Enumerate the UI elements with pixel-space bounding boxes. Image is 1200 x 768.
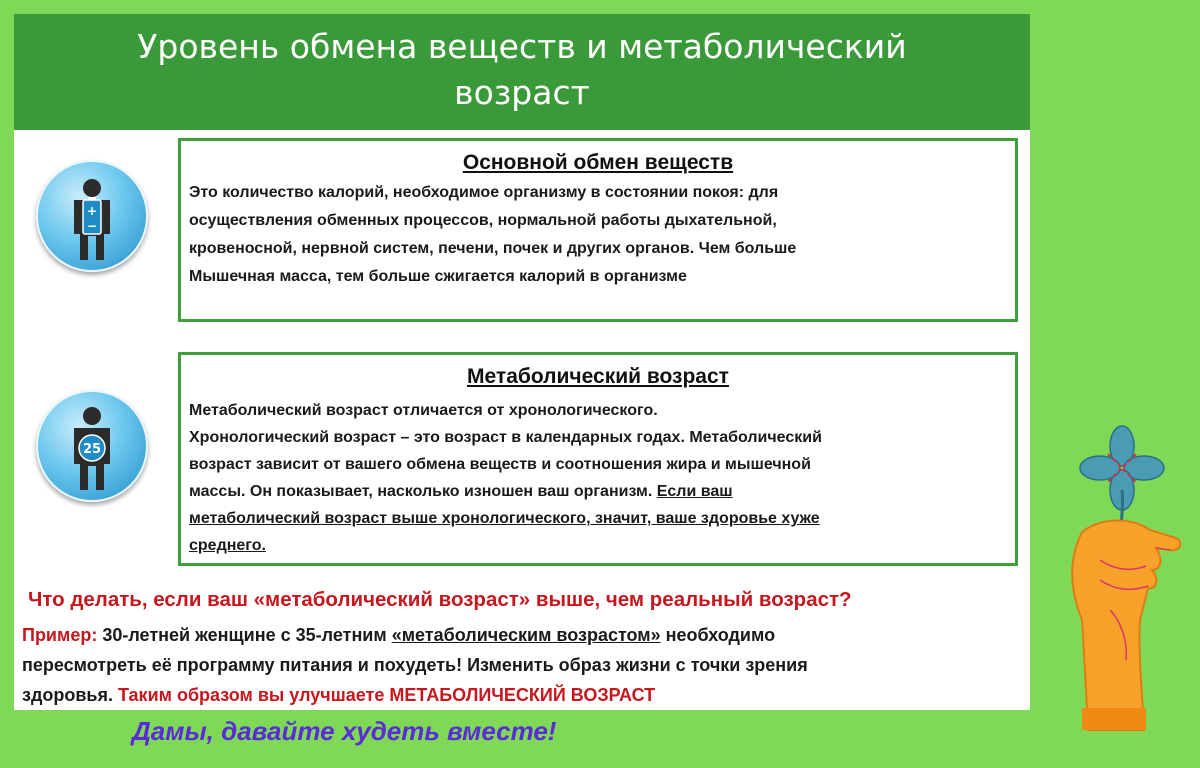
basal-metabolism-box [178,138,1018,322]
hand-holding-flower-icon [1060,420,1190,740]
example-line-3 [22,680,1022,710]
underlined-line: метаболический возраст выше хронологического, значит, ваше здоровье хуже [189,510,820,527]
title-line-1: Уровень обмена веществ и метаболический [137,27,907,66]
conclusion-text: Таким образом вы улучшаете МЕТАБОЛИЧЕСКИЙ ВОЗРАСТ [118,685,656,705]
basal-metabolism-title: Основной обмен веществ [462,151,734,174]
footer-slogan: Дамы, давайте худеть вместе! [132,716,557,746]
underlined-text: «метаболическим возрастом» [391,625,661,645]
example-line-1 [22,620,1022,650]
infographic-slide [14,14,1030,710]
text-line: Это количество калорий, необходимое организму в состоянии покоя: для [189,184,779,201]
text-line [189,478,1005,505]
text-line: возраст зависит от вашего обмена веществ и соотношения жира и мышечной [189,456,811,473]
metabolic-age-text [189,397,1005,559]
text-span: необходимо [660,625,776,645]
age-number: 25 [82,442,102,457]
text-line: кровеносной, нервной систем, печени, почек и других органов. Чем больше [189,240,797,257]
metabolic-age-title: Метаболический возраст [467,365,729,388]
text-span: здоровья. [22,685,118,705]
example-line-2: пересмотреть её программу питания и похудеть! Изменить образ жизни с точки зрения [22,655,808,675]
person-age-icon [36,390,148,502]
question-heading: Что делать, если ваш «метаболический возраст» выше, чем реальный возраст? [28,588,852,611]
text-line: Хронологический возраст – это возраст в календарных годах. Метаболический [189,429,822,446]
underlined-text: Если ваш [656,483,733,500]
text-span: массы. Он показывает, насколько изношен ваш организм. [189,483,657,500]
underlined-line: среднего. [189,537,266,554]
example-paragraph [22,620,1022,710]
text-line: осуществления обменных процессов, нормальной работы дыхательной, [189,212,777,229]
person-battery-icon [36,160,148,272]
header-banner [14,14,1030,130]
title-line-2: возраст [454,73,590,112]
svg-text:−: − [86,219,98,233]
page-title [14,24,1030,116]
text-span: 30-летней женщине с 35-летним [97,625,392,645]
svg-text:+: + [86,204,98,218]
example-label: Пример: [22,625,98,645]
metabolic-age-box [178,352,1018,566]
text-line: Мышечная масса, тем больше сжигается калорий в организме [189,268,687,285]
basal-metabolism-text [189,179,1005,291]
text-line: Метаболический возраст отличается от хронологического. [189,402,658,419]
